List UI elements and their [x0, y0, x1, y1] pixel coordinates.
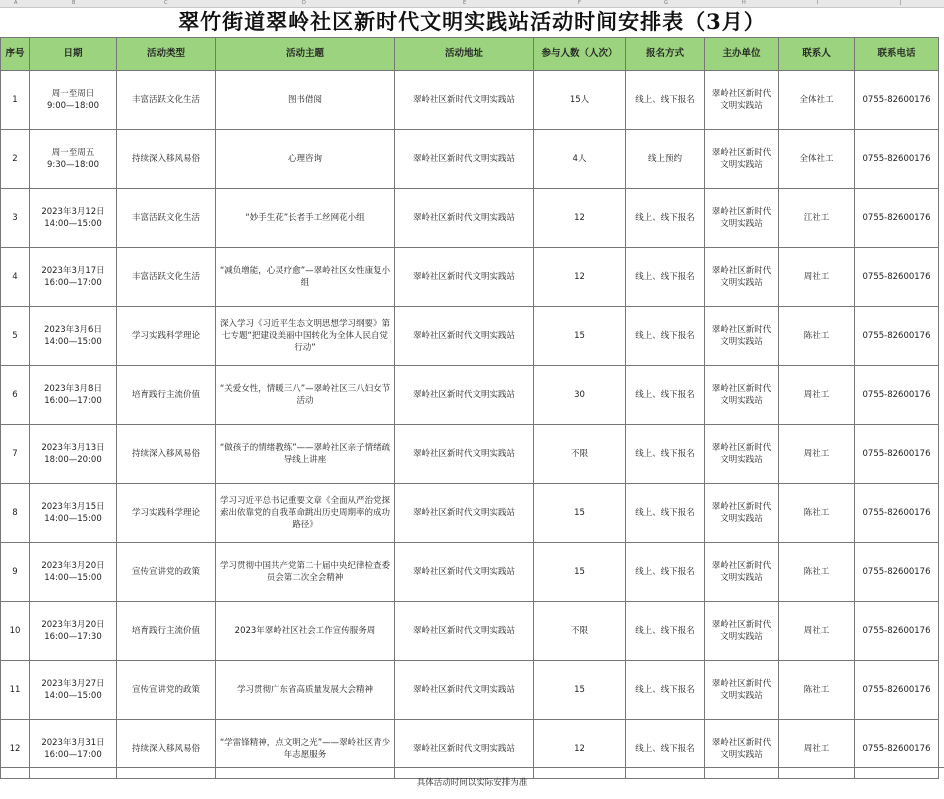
cell-address: 翠岭社区新时代文明实践站	[395, 425, 534, 484]
cell-contact: 陈社工	[779, 484, 855, 543]
cell-address: 翠岭社区新时代文明实践站	[395, 307, 534, 366]
cell-people: 30	[534, 366, 626, 425]
cell-people: 15	[534, 661, 626, 720]
cell-people: 12	[534, 720, 626, 779]
cell-seq: 8	[1, 484, 30, 543]
cell-contact: 江社工	[779, 189, 855, 248]
cell-theme: “妙手生花”长者手工丝网花小组	[216, 189, 395, 248]
cell-phone: 0755-82600176	[855, 720, 939, 779]
cell-seq: 7	[1, 425, 30, 484]
cell-host: 翠岭社区新时代 文明实践站	[705, 543, 779, 602]
column-header: 序号	[1, 38, 30, 71]
cell-signup: 线上、线下报名	[626, 425, 705, 484]
cell-people: 12	[534, 189, 626, 248]
cell-signup: 线上、线下报名	[626, 720, 705, 779]
cell-address: 翠岭社区新时代文明实践站	[395, 248, 534, 307]
table-row	[1, 189, 939, 248]
cell-contact: 周社工	[779, 602, 855, 661]
cell-theme: 心理咨询	[216, 130, 395, 189]
cell-date: 周一至周五 9:30—18:00	[30, 130, 117, 189]
cell-contact: 周社工	[779, 425, 855, 484]
cell-address: 翠岭社区新时代文明实践站	[395, 484, 534, 543]
cell-phone: 0755-82600176	[855, 366, 939, 425]
cell-people: 15	[534, 543, 626, 602]
cell-host: 翠岭社区新时代 文明实践站	[705, 425, 779, 484]
column-header: 活动地址	[395, 38, 534, 71]
cell-people: 不限	[534, 425, 626, 484]
cell-contact: 陈社工	[779, 661, 855, 720]
cell-phone: 0755-82600176	[855, 307, 939, 366]
cell-signup: 线上、线下报名	[626, 543, 705, 602]
cell-type: 丰富活跃文化生活	[117, 189, 216, 248]
cell-address: 翠岭社区新时代文明实践站	[395, 661, 534, 720]
column-header: 报名方式	[626, 38, 705, 71]
cell-address: 翠岭社区新时代文明实践站	[395, 71, 534, 130]
cell-phone: 0755-82600176	[855, 189, 939, 248]
table-row	[1, 71, 939, 130]
document-title: 翠竹街道翠岭社区新时代文明实践站活动时间安排表（3月）	[178, 9, 766, 34]
cell-seq: 11	[1, 661, 30, 720]
cell-address: 翠岭社区新时代文明实践站	[395, 130, 534, 189]
cell-contact: 全体社工	[779, 71, 855, 130]
cell-seq: 4	[1, 248, 30, 307]
column-letter[interactable]: C	[164, 0, 168, 6]
cell-signup: 线上、线下报名	[626, 248, 705, 307]
cell-phone: 0755-82600176	[855, 130, 939, 189]
cell-host: 翠岭社区新时代 文明实践站	[705, 189, 779, 248]
cell-type: 持续深入移风易俗	[117, 720, 216, 779]
cell-contact: 陈社工	[779, 307, 855, 366]
column-header: 联系电话	[855, 38, 939, 71]
cell-type: 丰富活跃文化生活	[117, 71, 216, 130]
cell-type: 宣传宣讲党的政策	[117, 543, 216, 602]
table-row	[1, 661, 939, 720]
table-header-row	[1, 38, 939, 71]
cell-type: 持续深入移风易俗	[117, 130, 216, 189]
cell-type: 丰富活跃文化生活	[117, 248, 216, 307]
cell-theme: 2023年翠岭社区社会工作宣传服务周	[216, 602, 395, 661]
cell-phone: 0755-82600176	[855, 71, 939, 130]
cell-signup: 线上、线下报名	[626, 71, 705, 130]
cell-address: 翠岭社区新时代文明实践站	[395, 543, 534, 602]
cell-date: 2023年3月6日 14:00—15:00	[30, 307, 117, 366]
cell-phone: 0755-82600176	[855, 484, 939, 543]
cell-people: 不限	[534, 602, 626, 661]
cell-seq: 6	[1, 366, 30, 425]
cell-theme: “关爱女性，情暖三八”—翠岭社区三八妇女节活动	[216, 366, 395, 425]
cell-contact: 全体社工	[779, 130, 855, 189]
column-letter[interactable]: I	[817, 0, 819, 6]
cell-date: 2023年3月27日 14:00—15:00	[30, 661, 117, 720]
column-header: 联系人	[779, 38, 855, 71]
table-row	[1, 602, 939, 661]
cell-contact: 周社工	[779, 248, 855, 307]
cell-contact: 周社工	[779, 366, 855, 425]
cell-theme: 深入学习《习近平生态文明思想学习纲要》第七专题“把建设美丽中国转化为全体人民自觉行动”	[216, 307, 395, 366]
table-row	[1, 543, 939, 602]
cell-type: 学习实践科学理论	[117, 484, 216, 543]
cell-phone: 0755-82600176	[855, 425, 939, 484]
column-letter[interactable]: D	[302, 0, 306, 6]
cell-seq: 3	[1, 189, 30, 248]
cell-phone: 0755-82600176	[855, 248, 939, 307]
table-row	[1, 248, 939, 307]
cell-signup: 线上预约	[626, 130, 705, 189]
cell-date: 2023年3月12日 14:00—15:00	[30, 189, 117, 248]
cell-phone: 0755-82600176	[855, 661, 939, 720]
cell-theme: 学习贯彻广东省高质量发展大会精神	[216, 661, 395, 720]
cell-theme: 图书借阅	[216, 71, 395, 130]
cell-signup: 线上、线下报名	[626, 484, 705, 543]
cell-address: 翠岭社区新时代文明实践站	[395, 189, 534, 248]
cell-type: 培育践行主流价值	[117, 366, 216, 425]
table-row	[1, 307, 939, 366]
cell-date: 2023年3月20日 14:00—15:00	[30, 543, 117, 602]
cell-people: 12	[534, 248, 626, 307]
column-header: 参与人数（人次）	[534, 38, 626, 71]
cell-signup: 线上、线下报名	[626, 602, 705, 661]
cell-seq: 12	[1, 720, 30, 779]
cell-theme: “减负增能，心灵疗愈”—翠岭社区女性康复小组	[216, 248, 395, 307]
column-letter[interactable]: A	[14, 0, 18, 6]
column-header: 主办单位	[705, 38, 779, 71]
cell-theme: “学雷锋精神，点文明之光”——翠岭社区青少年志愿服务	[216, 720, 395, 779]
cell-type: 培育践行主流价值	[117, 602, 216, 661]
table-row	[1, 130, 939, 189]
cell-date: 2023年3月8日 16:00—17:00	[30, 366, 117, 425]
cell-host: 翠岭社区新时代 文明实践站	[705, 307, 779, 366]
cell-date: 2023年3月20日 16:00—17:30	[30, 602, 117, 661]
cell-type: 宣传宣讲党的政策	[117, 661, 216, 720]
cell-people: 15	[534, 484, 626, 543]
table-row	[1, 484, 939, 543]
cell-address: 翠岭社区新时代文明实践站	[395, 602, 534, 661]
table-row	[1, 425, 939, 484]
cell-contact: 周社工	[779, 720, 855, 779]
column-letter[interactable]: E	[463, 0, 467, 6]
column-letter[interactable]: F	[578, 0, 581, 6]
cell-host: 翠岭社区新时代 文明实践站	[705, 366, 779, 425]
cell-seq: 2	[1, 130, 30, 189]
cell-theme: 学习贯彻中国共产党第二十届中央纪律检查委员会第二次全会精神	[216, 543, 395, 602]
cell-phone: 0755-82600176	[855, 543, 939, 602]
cell-theme: “做孩子的情绪教练”——翠岭社区亲子情绪疏导线上讲座	[216, 425, 395, 484]
column-header: 活动类型	[117, 38, 216, 71]
cell-host: 翠岭社区新时代 文明实践站	[705, 661, 779, 720]
column-letter[interactable]: H	[742, 0, 746, 6]
cell-signup: 线上、线下报名	[626, 189, 705, 248]
footer-note: 具体活动时间以实际安排为准	[0, 767, 944, 798]
schedule-table	[0, 37, 939, 779]
table-row	[1, 366, 939, 425]
column-letter[interactable]: B	[72, 0, 76, 6]
cell-phone: 0755-82600176	[855, 602, 939, 661]
cell-date: 2023年3月31日 16:00—17:00	[30, 720, 117, 779]
column-header: 日期	[30, 38, 117, 71]
cell-contact: 陈社工	[779, 543, 855, 602]
cell-host: 翠岭社区新时代 文明实践站	[705, 71, 779, 130]
cell-host: 翠岭社区新时代 文明实践站	[705, 484, 779, 543]
cell-signup: 线上、线下报名	[626, 661, 705, 720]
cell-date: 2023年3月13日 18:00—20:00	[30, 425, 117, 484]
cell-seq: 1	[1, 71, 30, 130]
cell-signup: 线上、线下报名	[626, 307, 705, 366]
cell-theme: 学习习近平总书记重要文章《全面从严治党探索出依靠党的自我革命跳出历史周期率的成功路径》	[216, 484, 395, 543]
cell-people: 15人	[534, 71, 626, 130]
cell-seq: 9	[1, 543, 30, 602]
column-letter[interactable]: J	[900, 0, 902, 6]
cell-host: 翠岭社区新时代 文明实践站	[705, 248, 779, 307]
column-letter[interactable]: G	[664, 0, 668, 6]
cell-address: 翠岭社区新时代文明实践站	[395, 720, 534, 779]
cell-signup: 线上、线下报名	[626, 366, 705, 425]
cell-type: 学习实践科学理论	[117, 307, 216, 366]
column-header: 活动主题	[216, 38, 395, 71]
cell-host: 翠岭社区新时代 文明实践站	[705, 720, 779, 779]
cell-type: 持续深入移风易俗	[117, 425, 216, 484]
cell-host: 翠岭社区新时代 文明实践站	[705, 130, 779, 189]
cell-people: 4人	[534, 130, 626, 189]
cell-seq: 5	[1, 307, 30, 366]
cell-seq: 10	[1, 602, 30, 661]
cell-address: 翠岭社区新时代文明实践站	[395, 366, 534, 425]
cell-date: 2023年3月17日 16:00—17:00	[30, 248, 117, 307]
cell-people: 15	[534, 307, 626, 366]
cell-host: 翠岭社区新时代 文明实践站	[705, 602, 779, 661]
cell-date: 2023年3月15日 14:00—15:00	[30, 484, 117, 543]
cell-date: 周一至周日 9:00—18:00	[30, 71, 117, 130]
